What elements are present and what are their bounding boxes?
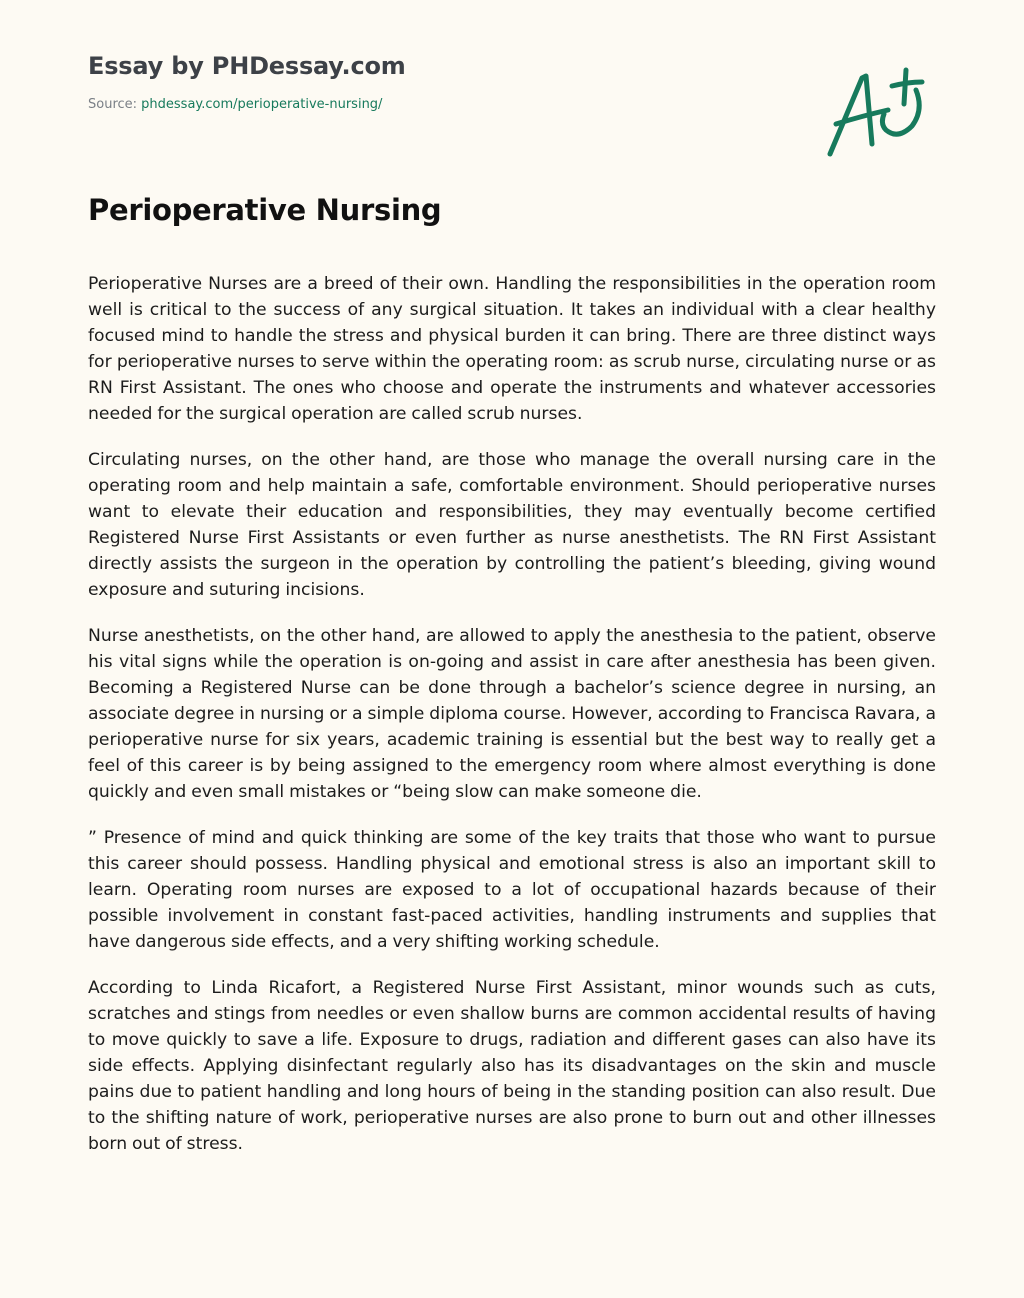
- paragraph-3: Nurse anesthetists, on the other hand, are allowed to apply the anesthesia to the patient, observe his vital signs while the operation is on-going and assist in care after anesthesia has been given. Becoming a Registered Nurse can be done through a bachelor’s science degree in nursing, an associate degree in nursing or a simple diploma course. However, according to Francisca Ravara, a perioperative nurse for six years, academic training is essential but the best way to really get a feel of this career is by being assigned to the emergency room where almost everything is done quickly and even small mistakes or “being slow can make someone die.: [88, 626, 936, 802]
- paragraph-5: According to Linda Ricafort, a Registered Nurse First Assistant, minor wounds such as cuts, scratches and stings from needles or even shallow burns are common accidental results of having to move quickly to save a life. Exposure to drugs, radiation and different gases can also have its side effects. Applying disinfectant regularly also has its disadvantages on the skin and muscle pains due to patient handling and long hours of being in the standing position can also result. Due to the shifting nature of work, perioperative nurses are also prone to burn out and other illnesses born out of stress.: [88, 978, 936, 1154]
- brand-title: Essay by PHDessay.com: [88, 52, 406, 80]
- paragraph-4: ” Presence of mind and quick thinking are some of the key traits that those who want to pursue this career should possess. Handling physical and emotional stress is also an important skill to learn. Operating room nurses are exposed to a lot of occupational hazards because of their possible involvement in constant fast-paced activities, handling instruments and supplies that have dangerous side effects, and a very shifting working schedule.: [88, 828, 936, 952]
- source-label: Source:: [88, 97, 142, 112]
- paragraph-2: Circulating nurses, on the other hand, are those who manage the overall nursing care in the operating room and help maintain a safe, comfortable environment. Should perioperative nurses want to elevate their education and responsibilities, they may eventually become certified Registered Nurse First Assistants or even further as nurse anesthetists. The RN First Assistant directly assists the surgeon in the operation by controlling the patient’s bleeding, giving wound exposure and suturing incisions.: [88, 450, 936, 600]
- paragraph-1: Perioperative Nurses are a breed of their own. Handling the responsibilities in the operation room well is critical to the success of any surgical situation. It takes an individual with a clear healthy focused mind to handle the stress and physical burden it can bring. There are three distinct ways for perioperative nurses to serve within the operating room: as scrub nurse, circulating nurse or as RN First Assistant. The ones who choose and operate the instruments and whatever accessories needed for the surgical operation are called scrub nurses.: [88, 274, 936, 424]
- essay-title: Perioperative Nursing: [88, 193, 442, 227]
- essay-body: [88, 271, 936, 1177]
- page-header: [88, 50, 938, 114]
- source-link[interactable]: phdessay.com/perioperative-nursing/: [141, 97, 383, 112]
- source-line: [88, 96, 938, 114]
- a-plus-grade-icon: [822, 64, 932, 164]
